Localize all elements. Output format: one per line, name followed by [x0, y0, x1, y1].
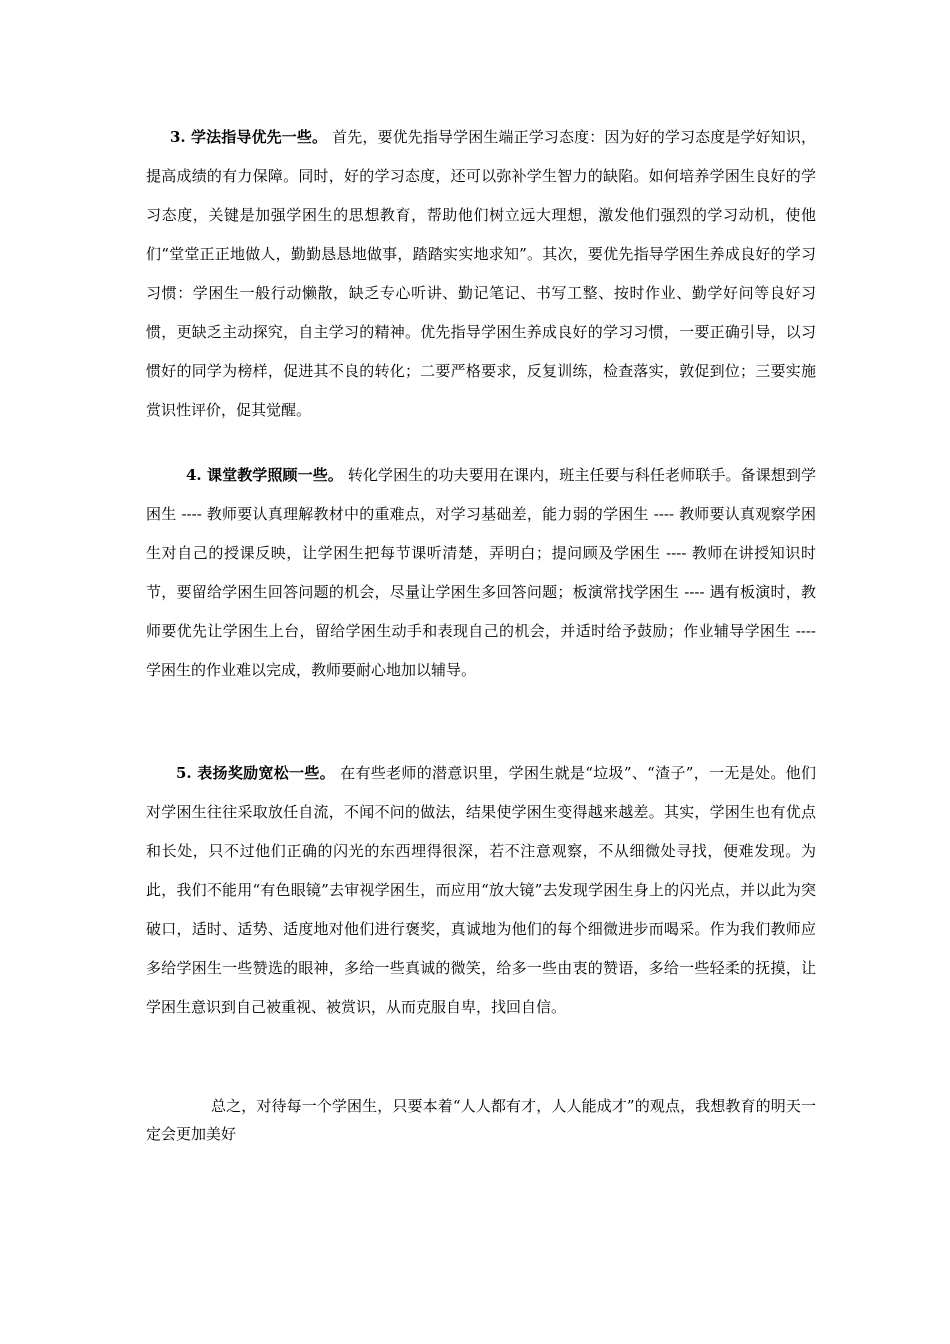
paragraph-heading: 4. 课堂教学照顾一些。: [186, 466, 343, 484]
paragraph-classroom-care: [146, 456, 816, 690]
paragraph-body: 首先，要优先指导学困生端正学习态度：因为好的学习态度是学好知识，提高成绩的有力保障。同时，好的学习态度，还可以弥补学生智力的缺陷。如何培养学困生良好的学习态度，关键是加强学困生的思想教育，帮助他们树立远大理想，激发他们强烈的学习动机，使他们“堂堂正正地做人，勤勤恳恳地做事，踏踏实实地求知”。其次，要优先指导学困生养成良好的学习习惯：学困生一般行动懒散，缺乏专心听讲、勤记笔记、书写工整、按时作业、勤学好问等良好习惯，更缺乏主动探究，自主学习的精神。优先指导学困生养成良好的学习习惯，一要正确引导，以习惯好的同学为榜样，促进其不良的转化；二要严格要求，反复训练，检查落实，敦促到位；三要实施赏识性评价，促其觉醒。: [146, 128, 816, 419]
paragraph-conclusion: [146, 1092, 816, 1148]
paragraph-heading: 5. 表扬奖励宽松一些。: [176, 764, 336, 782]
paragraph-praise-reward: [146, 754, 816, 1027]
paragraph-body: 转化学困生的功夫要用在课内，班主任要与科任老师联手。备课想到学困生 ---- 教师要认真理解教材中的重难点，对学习基础差，能力弱的学困生 ---- 教师要认真观察学困生对自己的授课反映，让学困生把每节课听清楚，弄明白；提问顾及学困生 ---- 教师在讲授知识时节，要留给学困生回答问题的机会，尽量让学困生多回答问题；板演常找学困生 ---- 遇有板演时，教师要优先让学困生上台，留给学困生动手和表现自己的机会，并适时给予鼓励；作业辅导学困生 ---- 学困生的作业难以完成，教师要耐心地加以辅导。: [146, 466, 816, 679]
paragraph-body: 在有些老师的潜意识里，学困生就是“垃圾”、“渣子”，一无是处。他们对学困生往往采取放任自流，不闻不问的做法，结果使学困生变得越来越差。其实，学困生也有优点和长处，只不过他们正确的闪光的东西埋得很深，若不注意观察，不从细微处寻找，便难发现。为此，我们不能用“有色眼镜”去审视学困生，而应用“放大镜”去发现学困生身上的闪光点，并以此为突破口，适时、适势、适度地对他们进行褒奖，真诚地为他们的每个细微进步而喝采。作为我们教师应多给学困生一些赞选的眼神，多给一些真诚的微笑，给多一些由衷的赞语，多给一些轻柔的抚摸，让学困生意识到自己被重视、被赏识，从而克服自卑，找回自信。: [146, 764, 816, 1016]
paragraph-heading: 3. 学法指导优先一些。: [170, 128, 328, 146]
paragraph-study-method-guidance: [146, 118, 816, 430]
paragraph-body: 总之，对待每一个学困生，只要本着“人人都有才，人人能成才”的观点，我想教育的明天一定会更加美好: [146, 1097, 816, 1143]
